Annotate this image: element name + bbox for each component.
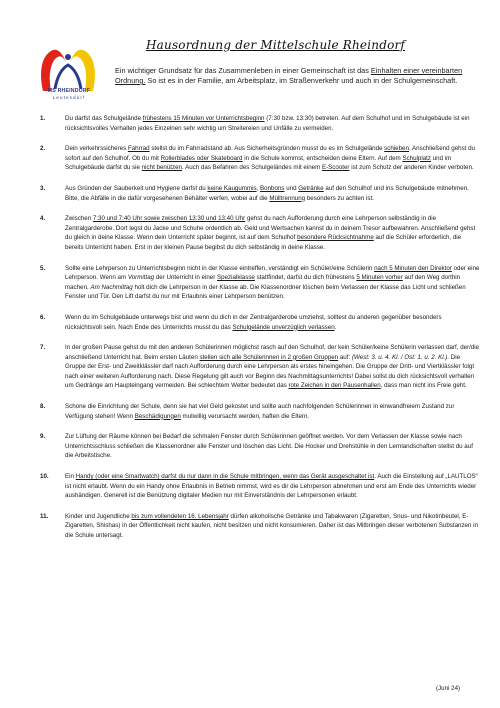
rule-text: Aus Gründen der Sauberkeit und Hygiene darfst du xyxy=(65,184,208,192)
rule-text: oder eine Lehrperson. Wenn xyxy=(65,264,480,282)
rule-underlined: rote Zeichen in den Pausenhallen xyxy=(288,382,381,390)
rule-item-3 xyxy=(40,184,480,203)
rule-number: 5. xyxy=(40,264,46,272)
rule-text: dürfen alkoholische Getränke und Tabakwaren (Zigaretten, Snus- und Nikotinbeutel, E-Zigaretten, Shishas) in der Öffentlichkeit nicht kaufen, nicht besitzen und nicht konsumieren. Daher ist das Mitbringen dieser verbotenen Substanzen in die Schule untersagt. xyxy=(65,512,478,539)
rule-text: auf die Schüler erforderlich, die bereits Unterricht haben. Erst in der kleinen Pause begibst du dich selbständig in deine Klasse. xyxy=(65,234,462,251)
rule-underlined: nicht benützen xyxy=(141,164,182,172)
rule-text: (7:30 bzw. 13:30) betreten. Auf dem Schulhof und im Schulgebäude ist ein rücksichtsvolles Verhalten jedes Einzelnen sehr wichtig um Streitereien und Unfälle zu vermeiden. xyxy=(65,115,470,132)
rule-underlined: Schulgelände unverzüglich verlassen xyxy=(232,323,335,331)
rule-text: Schone die Einrichtung der Schule, denn sie hat viel Geld gekostet und sollte auch nachfolgenden Schülerinnen in einwandfreiem Zustand zur Verfügung stehen! Wenn xyxy=(65,403,455,420)
rule-text: . xyxy=(334,323,337,331)
rule-number: 2. xyxy=(40,145,46,153)
rule-underlined: stellen sich alle Schülerinnen in 2 großen Gruppen xyxy=(199,353,339,361)
rule-number: 3. xyxy=(40,184,46,192)
rule-text: in die Schule kommst, entscheiden deine Eltern. Auf dem xyxy=(242,154,403,162)
rule-italic: am Vormittag xyxy=(117,274,155,282)
rule-underlined: Beschädigungen xyxy=(134,412,181,420)
rule-text: stellst du im Fahrradstand ab. Aus Sicherheitsgründen musst du es im Schulgelände xyxy=(149,145,385,153)
rule-text: auf den Weg dorthin machen. xyxy=(65,274,461,291)
rule-underlined: E-Scooter xyxy=(321,164,350,172)
rule-number: 1. xyxy=(40,115,46,122)
rule-item-4 xyxy=(40,214,480,252)
rule-text: und xyxy=(284,184,299,192)
rule-text: besonders zu achten ist. xyxy=(305,194,374,202)
rule-underlined: Handy (oder eine Smartwatch) darfst du nur dann in die Schule mitbringen, wenn das Gerät ausgeschaltet ist xyxy=(75,473,375,481)
rule-text: . Auch das Befahren des Schulgeländes mit einem xyxy=(181,164,322,172)
rule-number: 7. xyxy=(40,344,46,352)
rule-text: Du darfst das Schulgelände xyxy=(65,115,143,122)
rule-underlined: bis zum vollendeten 16. Lebensjahr xyxy=(131,512,229,520)
rule-text: . Anschließend gehst du sofort auf den Schulhof. Ob du mit xyxy=(65,145,475,162)
rule-text: . Auch die Einstellung auf „LAUTLOS“ ist nicht erlaubt. Wenn du ein Handy ohne Erlaubnis in Betrieb nimmst, wird es dir die Lehrperson abnehmen und erst am Ende des Unterrichts wieder aushändigen. Generell ist die Benützung digitaler Medien nur mit Einverständnis der Lehrpersonen erlaubt. xyxy=(65,473,478,500)
rule-text: Ein xyxy=(65,473,76,481)
rule-text: und im Schulgebäude darfst du sie xyxy=(65,154,452,172)
rule-underlined: Schulplatz xyxy=(402,154,431,162)
rule-underlined: Mülltrennung xyxy=(269,194,306,202)
rule-text: Zwischen xyxy=(65,215,93,223)
rule-italic: Am Nachmittag xyxy=(90,283,133,291)
rule-item-7 xyxy=(40,343,480,391)
rule-item-9 xyxy=(40,432,480,461)
rule-text: holt dich die Lehrperson in der Klasse ab. Die Klassenordner löschen beim Verlassen der Klasse das Licht und schließen Fenster und Tür. Den Lift darfst du nur mit Erlaubnis einer Lehrperson benützen. xyxy=(65,283,466,301)
rule-item-11 xyxy=(40,512,480,541)
rule-item-2 xyxy=(40,144,480,173)
rule-text: auf den Schulhof und ins Schulgebäude mitnehmen. Bitte, die Abfälle in die dafür vorgesehenen Behälter werfen, wobei auf die xyxy=(65,184,469,202)
rule-underlined: schieben xyxy=(384,145,409,153)
intro-text-2: So ist es in der Familie, am Arbeitsplatz, im Straßenverkehr und auch in der Schulgemeinschaft. xyxy=(145,76,458,85)
rule-text: Dein verkehrssicheres xyxy=(65,145,128,153)
logo-town-name: Leutesdorf xyxy=(52,95,86,100)
rule-item-6 xyxy=(40,313,480,332)
rule-item-10 xyxy=(40,472,480,501)
rule-text: In der großen Pause gehst du mit den anderen Schülerinnen möglichst rasch auf den Schulhof, der kein Schüler/keine Schülerin verlassen darf, der/die anschließend Unterricht hat. Beim ersten Läuten xyxy=(65,344,480,361)
rule-text: der Unterricht in einer xyxy=(154,274,218,282)
rule-underlined: Spezialklasse xyxy=(217,274,255,282)
rule-text: auf: xyxy=(338,353,352,361)
rule-underlined: besondere Rücksichtnahme xyxy=(297,234,374,242)
rule-text: Sollte eine Lehrperson zu Unterrichtsbeginn nicht in der Klasse eintreffen, verständigt ein Schüler/eine Schülerin xyxy=(65,264,375,272)
rule-number: 4. xyxy=(40,215,46,223)
intro-paragraph xyxy=(115,66,475,86)
rule-number: 9. xyxy=(40,433,46,441)
page-title: Hausordnung der Mittelschule Rheindorf xyxy=(146,38,406,52)
logo-school-name: MS RHEINDORF xyxy=(47,88,91,94)
rule-text: Kinder und Jugendliche xyxy=(65,512,132,520)
rule-text: gehst du nach Aufforderung durch eine Lehrperson selbständig in die Zentralgarderobe. Dort legst du Jacke und Schuhe ordentlich ab. Geld und Wertsachen kannst du in deinem Tresor aufbewahren. Anschließend gehst du gleich in deine Klasse. Wenn dein Unterricht später beginnt, ist auf dem Schulhof xyxy=(65,215,476,242)
rule-item-5 xyxy=(40,264,480,302)
rule-text: Wenn du im Schulgebäude unterwegs bist und wenn du dich in der Zentralgarderobe umziehst, solltest du anderen gegenüber besonders rücksichtsvoll sein. Nach Ende des Unterrichts musst du das xyxy=(65,313,442,331)
intro-underlined: Einhalten einer vereinbarten Ordnung. xyxy=(115,66,463,85)
rule-italic: (West: 3. u. 4. Kl. / Ost: 1. u. 2. Kl.). xyxy=(351,353,450,361)
rule-text: stattfindet, darfst du dich frühestens xyxy=(254,274,357,282)
rule-text: , dass man nicht ins Freie geht. xyxy=(380,382,467,390)
rule-text: , xyxy=(256,184,261,192)
rule-number: 10. xyxy=(40,473,49,481)
rule-underlined: Fahrrad xyxy=(127,145,150,153)
footer-date: (Juni 24) xyxy=(436,685,461,692)
rule-text: Zur Lüftung der Räume können bei Bedarf die schmalen Fenster durch Schülerinnen geöffnet werden. Vor dem Verlassen der Klasse sowie nach Unterrichtsschluss schließen die Klassenordner alle Fenster und löschen das Licht. Die Hocker und Drehstühle in den Lernlandschaften stellst du auf die Arbeitstische. xyxy=(65,433,473,460)
intro-text-1: Ein wichtiger Grundsatz für das Zusammenleben in einer Gemeinschaft ist das xyxy=(115,66,371,75)
rule-underlined: 5 Minuten vorher xyxy=(356,274,403,282)
rules-list xyxy=(40,114,480,541)
rule-number: 11. xyxy=(40,512,49,520)
rule-number: 6. xyxy=(40,313,46,321)
rule-item-1 xyxy=(40,114,480,133)
rule-underlined: frühestens 15 Minuten vor Unterrichtsbeginn xyxy=(142,115,265,122)
rule-underlined: nach 5 Minuten den Direktor xyxy=(374,264,452,272)
rule-underlined: Rollerblades oder Skateboard xyxy=(160,154,243,162)
rule-number: 8. xyxy=(40,403,46,411)
rule-text: mutwillig verursacht werden, haften die Eltern. xyxy=(180,412,310,420)
rule-text: Die Gruppe der Erst- und Zweitklässler darf nach Aufforderung durch eine Lehrperson als erstes hineingehen. Die Gruppe der Dritt- und Viertklässler folgt nach einer weiteren Aufforderung nach. Diese Regelung gilt auch vor Beginn des Nachmittagsunterrichts! Dabei sollst du dich rücksichtsvoll verhalten um Gedränge am Haupteingang vermeiden. Bei schlechtem Wetter bedeutet das xyxy=(65,353,475,390)
rule-text: ist zum Schutz der anderen Kinder verboten. xyxy=(349,164,474,172)
rule-underlined: Bonbons xyxy=(260,184,285,192)
rule-item-8 xyxy=(40,402,480,421)
rule-underlined: keine Kaugummis xyxy=(207,184,257,192)
rule-underlined: 7:30 und 7:40 Uhr sowie zwischen 13:30 und 13:40 Uhr xyxy=(92,215,246,223)
rule-underlined: Getränke xyxy=(298,184,324,192)
